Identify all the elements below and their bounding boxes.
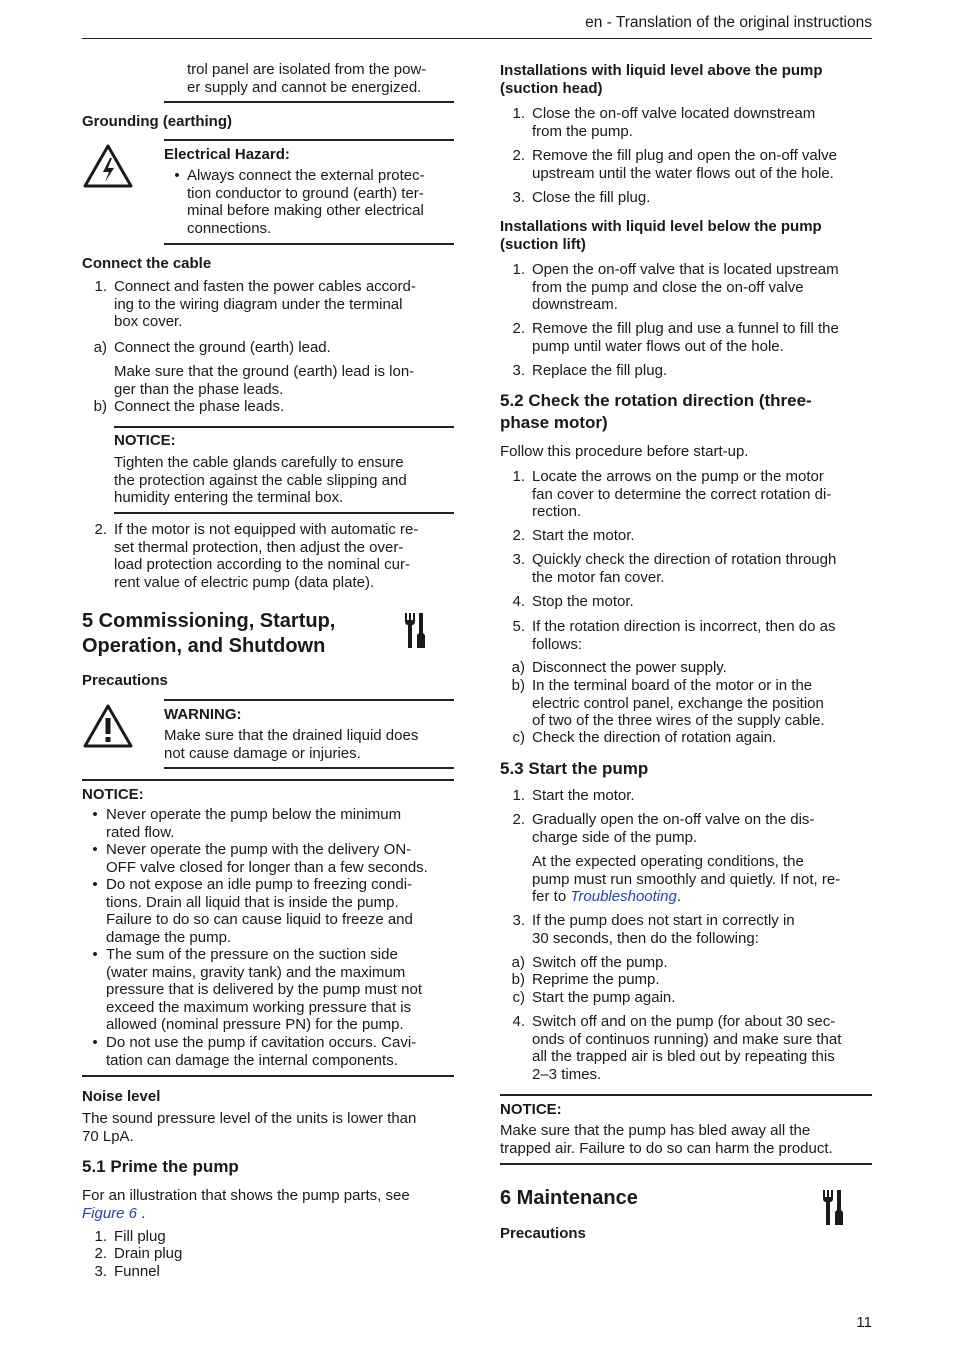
step-number: 1. bbox=[512, 468, 525, 485]
divider bbox=[164, 699, 454, 701]
section-5-2-intro: Follow this procedure before start-up. bbox=[500, 443, 749, 460]
step-number: 5. bbox=[512, 618, 525, 635]
step-text: Gradually open the on-off valve on the dis- charge side of the pump. bbox=[532, 811, 815, 846]
notice-bullet: Never operate the pump with the delivery ON- OFF valve closed for longer than a few seconds. bbox=[106, 841, 428, 876]
notice-title: NOTICE: bbox=[500, 1101, 562, 1118]
troubleshooting-link[interactable]: Troubleshooting bbox=[570, 888, 677, 905]
noise-heading: Noise level bbox=[82, 1088, 161, 1105]
substep-letter: c) bbox=[512, 989, 525, 1006]
step-text: Start the motor. bbox=[532, 787, 635, 804]
warning-title: WARNING: bbox=[164, 706, 242, 723]
grounding-heading: Grounding (earthing) bbox=[82, 113, 232, 130]
step-number: 1. bbox=[94, 278, 107, 295]
divider bbox=[500, 1094, 872, 1096]
step-text: If the pump does not start in correctly in 30 seconds, then do the following: bbox=[532, 912, 795, 947]
substep-letter: a) bbox=[511, 954, 525, 971]
substep-letter: b) bbox=[93, 398, 107, 415]
section-6-title: 6 Maintenance bbox=[500, 1187, 638, 1209]
step-text: Close the fill plug. bbox=[532, 189, 651, 206]
step-number: 3. bbox=[512, 551, 525, 568]
precautions-heading: Precautions bbox=[82, 672, 168, 689]
suction-head-heading: Installations with liquid level above the pump (suction head) bbox=[500, 62, 823, 97]
part-name: Fill plug bbox=[114, 1228, 166, 1245]
step-text: Close the on-off valve located downstream from the pump. bbox=[532, 105, 816, 140]
divider bbox=[164, 139, 454, 141]
substep-text: Reprime the pump. bbox=[532, 971, 660, 988]
step-text: Open the on-off valve that is located upstream from the pump and close the on-off valve downstream. bbox=[532, 261, 839, 313]
figure-6-link[interactable]: Figure 6 bbox=[82, 1205, 138, 1222]
step-text: Switch off and on the pump (for about 30 sec- onds of continuos running) and make sure that all the trapped air is bled out by repeating this 2–3 times. bbox=[532, 1013, 842, 1083]
tools-icon bbox=[820, 1188, 846, 1228]
step-text: Quickly check the direction of rotation through the motor fan cover. bbox=[532, 551, 837, 586]
substep-text: Switch off the pump. bbox=[532, 954, 668, 971]
step-text: Remove the fill plug and use a funnel to fill the pump until water flows out of the hole. bbox=[532, 320, 839, 355]
step-text: Connect and fasten the power cables accord- ing to the wiring diagram under the terminal box cover. bbox=[114, 278, 416, 330]
substep-text: In the terminal board of the motor or in the electric control panel, exchange the position of two of the three wires of the supply cable. bbox=[532, 677, 825, 729]
step-number: 2. bbox=[94, 521, 107, 538]
step-text: Stop the motor. bbox=[532, 593, 634, 610]
step-number: 3. bbox=[512, 912, 525, 929]
suction-lift-heading: Installations with liquid level below the pump (suction lift) bbox=[500, 218, 822, 253]
hazard-title: Electrical Hazard: bbox=[164, 146, 290, 163]
notice-text: Tighten the cable glands carefully to ensure the protection against the cable slipping and humidity entering the terminal box. bbox=[114, 454, 407, 506]
hazard-text: Always connect the external protec- tion conductor to ground (earth) ter- minal before making other electrical connections. bbox=[187, 167, 425, 237]
running-header: en - Translation of the original instructions bbox=[585, 14, 872, 31]
bullet: • bbox=[92, 841, 98, 858]
bullet: • bbox=[174, 167, 180, 184]
divider bbox=[114, 512, 454, 514]
step-number: 4. bbox=[512, 593, 525, 610]
step-number: 2. bbox=[512, 147, 525, 164]
bullet: • bbox=[92, 946, 98, 963]
substep-letter: b) bbox=[511, 677, 525, 694]
bullet: • bbox=[92, 806, 98, 823]
section-5-1-title: 5.1 Prime the pump bbox=[82, 1157, 239, 1176]
substep-note: Make sure that the ground (earth) lead is lon- ger than the phase leads. bbox=[114, 363, 415, 398]
bullet: • bbox=[92, 1034, 98, 1051]
divider bbox=[82, 1075, 454, 1077]
continued-text: trol panel are isolated from the pow- er supply and cannot be energized. bbox=[187, 61, 427, 96]
step-number: 2. bbox=[512, 320, 525, 337]
divider bbox=[114, 426, 454, 428]
notice-bullet: Never operate the pump below the minimum rated flow. bbox=[106, 806, 402, 841]
step-text: Replace the fill plug. bbox=[532, 362, 668, 379]
header-rule bbox=[82, 38, 872, 39]
step-number: 2. bbox=[512, 527, 525, 544]
substep-text: Connect the ground (earth) lead. bbox=[114, 339, 331, 356]
step-number: 1. bbox=[512, 261, 525, 278]
step-note: At the expected operating conditions, the pump must run smoothly and quietly. If not, re- fer to Troubleshooting. bbox=[532, 853, 841, 905]
section-5-title: 5 Commissioning, Startup, Operation, and Shutdown bbox=[82, 610, 336, 657]
figure-reference: Figure 6 . bbox=[82, 1205, 146, 1222]
step-number: 4. bbox=[512, 1013, 525, 1030]
step-text: If the rotation direction is incorrect, then do as follows: bbox=[532, 618, 836, 653]
tools-icon bbox=[402, 611, 428, 651]
precautions-heading: Precautions bbox=[500, 1225, 586, 1242]
step-text: If the motor is not equipped with automatic re- set thermal protection, then adjust the over- load protection according to the nominal cur- rent value of electric pump (data plate). bbox=[114, 521, 419, 591]
notice-bullet: The sum of the pressure on the suction side (water mains, gravity tank) and the maximum pressure that is delivered by the pump must not exceed the maximum working pressure that is allowed (nominal pressure PN) for the pump. bbox=[106, 946, 422, 1033]
step-number: 1. bbox=[512, 105, 525, 122]
divider bbox=[82, 779, 454, 781]
connect-heading: Connect the cable bbox=[82, 255, 212, 272]
noise-text: The sound pressure level of the units is lower than 70 LpA. bbox=[82, 1110, 417, 1145]
bullet: • bbox=[92, 876, 98, 893]
part-number: 2. bbox=[94, 1245, 107, 1262]
step-text: Start the motor. bbox=[532, 527, 635, 544]
electrical-hazard-icon bbox=[82, 143, 134, 189]
step-number: 3. bbox=[512, 189, 525, 206]
part-name: Drain plug bbox=[114, 1245, 183, 1262]
substep-text: Check the direction of rotation again. bbox=[532, 729, 777, 746]
notice-bullet: Do not expose an idle pump to freezing condi- tions. Drain all liquid that is inside the pump. Failure to do so can cause liquid to freeze and damage the pump. bbox=[106, 876, 413, 946]
substep-letter: a) bbox=[93, 339, 107, 356]
notice-title: NOTICE: bbox=[82, 786, 144, 803]
step-number: 1. bbox=[512, 787, 525, 804]
page-number: 11 bbox=[856, 1314, 872, 1331]
substep-letter: a) bbox=[511, 659, 525, 676]
step-number: 2. bbox=[512, 811, 525, 828]
substep-letter: c) bbox=[512, 729, 525, 746]
part-number: 3. bbox=[94, 1263, 107, 1280]
step-number: 3. bbox=[512, 362, 525, 379]
substep-text: Connect the phase leads. bbox=[114, 398, 285, 415]
divider bbox=[164, 243, 454, 245]
section-5-2-title: 5.2 Check the rotation direction (three- phase motor) bbox=[500, 391, 812, 432]
substep-text: Disconnect the power supply. bbox=[532, 659, 727, 676]
step-text: Locate the arrows on the pump or the motor fan cover to determine the correct rotation di- rection. bbox=[532, 468, 832, 520]
divider bbox=[500, 1163, 872, 1165]
step-text: Remove the fill plug and open the on-off valve upstream until the water flows out of the hole. bbox=[532, 147, 837, 182]
divider bbox=[164, 767, 454, 769]
section-5-1-intro: For an illustration that shows the pump parts, see bbox=[82, 1187, 410, 1204]
notice-title: NOTICE: bbox=[114, 432, 176, 449]
substep-text: Start the pump again. bbox=[532, 989, 676, 1006]
section-5-3-title: 5.3 Start the pump bbox=[500, 759, 649, 778]
divider bbox=[164, 101, 454, 103]
notice-bullet: Do not use the pump if cavitation occurs. Cavi- tation can damage the internal components. bbox=[106, 1034, 417, 1069]
warning-text: Make sure that the drained liquid does not cause damage or injuries. bbox=[164, 727, 419, 762]
notice-text: Make sure that the pump has bled away all the trapped air. Failure to do so can harm the product. bbox=[500, 1122, 833, 1157]
part-name: Funnel bbox=[114, 1263, 160, 1280]
part-number: 1. bbox=[94, 1228, 107, 1245]
substep-letter: b) bbox=[511, 971, 525, 988]
warning-icon bbox=[82, 703, 134, 749]
